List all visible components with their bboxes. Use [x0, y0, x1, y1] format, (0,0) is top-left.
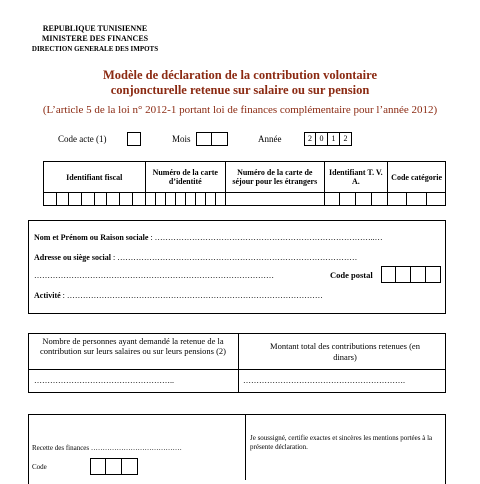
nom-label: Nom et Prénom ou Raison sociale: [34, 233, 149, 242]
contribution-row-divider: [28, 369, 446, 370]
recette-dots[interactable]: …………………………………: [89, 444, 182, 452]
ministry-header: [20, 24, 170, 54]
nom-dots[interactable]: : ………………………………………………………………………..…: [148, 233, 383, 242]
activite-row[interactable]: [34, 291, 440, 300]
activite-dots[interactable]: : ……………………………………………………………………………………: [60, 291, 323, 300]
col-identifiant-tva: Identifiant T. V. A.: [324, 162, 388, 193]
annee-label: Année: [258, 134, 282, 144]
adresse-line-2[interactable]: [34, 271, 334, 280]
montant-value[interactable]: …………………………………………………….: [243, 376, 405, 385]
personnes-value[interactable]: ……………………………………………..: [34, 376, 174, 385]
col-code-categorie: Code catégorie: [388, 162, 446, 193]
code-postal-digit-1[interactable]: [381, 266, 396, 283]
montant-header: Montant total des contributions retenues (en dinars): [270, 341, 420, 362]
code-postal-digit-2[interactable]: [396, 266, 411, 283]
header-line-1: REPUBLIQUE TUNISIENNE: [42, 24, 148, 33]
header-line-2: MINISTERE DES FINANCES: [41, 34, 149, 43]
contribution-divider: [238, 333, 239, 393]
footer-divider: [245, 414, 246, 480]
recette-label: Recette des finances: [32, 444, 90, 452]
code-postal-digit-4[interactable]: [426, 266, 441, 283]
carte-sejour-field[interactable]: [226, 193, 324, 206]
carte-identite-field[interactable]: [145, 193, 226, 206]
attestation-text: Je soussigné, certifie exactes et sincères les mentions portées à la présente déclaration.: [250, 434, 433, 451]
annee-digit-3[interactable]: 1: [328, 132, 340, 146]
form-title: [0, 68, 480, 98]
identifiant-tva-field[interactable]: [324, 193, 388, 206]
identification-input-row[interactable]: [44, 193, 446, 206]
code-postal-label: Code postal: [330, 270, 373, 280]
form-subtitle: (L’article 5 de la loi n° 2012-1 portant loi de finances complémentaire pour l’année 2012): [42, 104, 438, 116]
adresse-line-2-dots[interactable]: ………………………………………………………………………………: [34, 271, 274, 280]
mois-digit-2[interactable]: [212, 132, 228, 146]
annee-digit-1[interactable]: 2: [304, 132, 316, 146]
activite-label: Activité: [34, 291, 61, 300]
title-line-1: Modèle de déclaration de la contribution volontaire: [102, 68, 378, 82]
identifiant-fiscal-field[interactable]: [44, 193, 146, 206]
code-acte-field[interactable]: [127, 132, 141, 146]
mois-label: Mois: [172, 134, 191, 144]
footer-code-digit-3[interactable]: [122, 458, 138, 475]
col-identifiant-fiscal: Identifiant fiscal: [44, 162, 146, 193]
annee-digit-4[interactable]: 2: [340, 132, 352, 146]
footer-code-digit-2[interactable]: [106, 458, 122, 475]
personnes-header: Nombre de personnes ayant demandé la retenue de la contribution sur leurs salaires ou sur leurs pensions (2): [39, 336, 227, 356]
footer-code-digit-1[interactable]: [90, 458, 106, 475]
recette-row[interactable]: [32, 444, 232, 452]
adresse-label: Adresse ou siège social: [34, 253, 111, 262]
footer-code-field[interactable]: [90, 458, 138, 475]
mois-field[interactable]: [196, 132, 228, 146]
title-line-2: conjoncturelle retenue sur salaire ou sur pension: [110, 83, 370, 97]
code-categorie-field[interactable]: [388, 193, 446, 206]
annee-field[interactable]: [304, 132, 352, 146]
identification-header-row: [44, 162, 446, 193]
header-line-3: DIRECTION GENERALE DES IMPOTS: [31, 45, 159, 53]
code-postal-digit-3[interactable]: [411, 266, 426, 283]
nom-row[interactable]: [34, 233, 440, 242]
col-carte-identite: Numéro de la carte d’identité: [145, 162, 226, 193]
annee-digit-2[interactable]: 0: [316, 132, 328, 146]
code-postal-field[interactable]: [381, 266, 441, 283]
adresse-dots[interactable]: : ………………………………………………………………………………: [110, 253, 358, 262]
mois-digit-1[interactable]: [196, 132, 212, 146]
code-acte-label: Code acte (1): [58, 134, 107, 144]
identification-table: [43, 161, 446, 206]
adresse-row[interactable]: [34, 253, 440, 262]
col-carte-sejour: Numéro de la carte de séjour pour les étrangers: [226, 162, 324, 193]
footer-code-label: Code: [32, 463, 47, 471]
